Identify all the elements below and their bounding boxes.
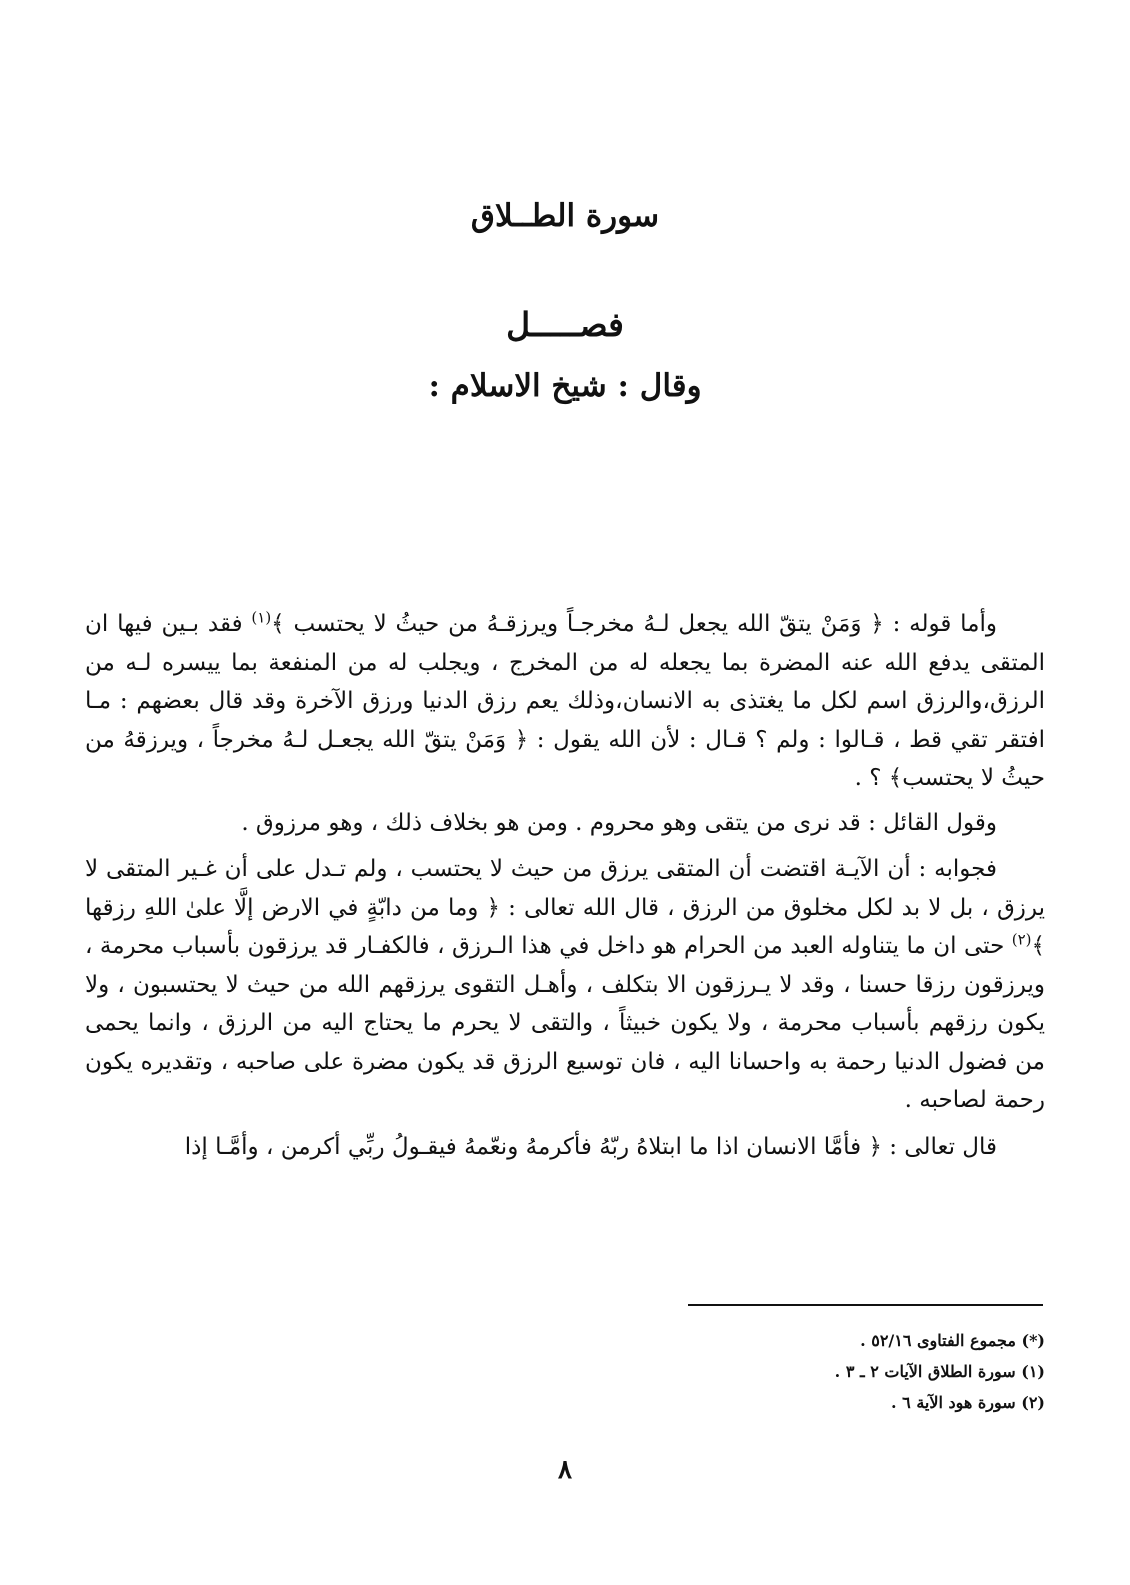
paragraph-3-text-b: حتى ان ما يتناوله العبد من الحرام هو داخل في هذا الـرزق ، فالكفـار قد يرزقون بأسباب محرمة ، ويرزقون رزقا حسنا ، وقد لا يـرزقون الا بتكلف ، وأهـل التقوى يرزقهم الله من حيث لا يحتسبون ، ولا يكون رزقهم بأسباب محرمة ، ولا يكون خبيثاً ، والتقى لا يحرم ما يحتاج اليه من الرزق ، وانما يحمى من فضول الدنيا رحمة به واحسانا اليه ، فان توسيع الرزق قد يكون مضرة على صاحبه ، وتقديره يكون رحمة لصاحبه . (85, 933, 1045, 1113)
paragraph-1 (85, 605, 1045, 798)
footnote-separator (688, 1304, 1043, 1306)
footnote-marker-1: (١) (251, 608, 272, 627)
footnotes (445, 1325, 1045, 1418)
paragraph-1-text-b: فقد بـين فيها ان المتقى يدفع الله عنه المضرة بما يجعله له من المخرج ، ويجلب له من المنفعة بما ييسره لـه من الرزق،والرزق اسم لكل ما يغتذى به الانسان،وذلك يعم رزق الدنيا ورزق الآخرة وقد قال بعضهم : مـا افتقر تقي قط ، قـالوا : ولم ؟ قـال : لأن الله يقول : ﴿ وَمَنْ يتقّ الله يجعـل لـهُ مخرجاً ، ويرزقهُ من حيثُ لا يحتسب﴾ ؟ . (85, 611, 1045, 791)
body-text (85, 605, 1045, 1174)
paragraph-4: قال تعالى : ﴿ فأمَّا الانسان اذا ما ابتلاهُ ربّهُ فأكرمهُ ونعّمهُ فيقـولُ ربِّي أكرمن ، وأمَّـا إذا (184, 1133, 997, 1160)
paragraph-3 (85, 850, 1045, 1120)
footnote-marker-2: (٢) (1011, 930, 1032, 949)
paragraph-2: وقول القائل : قد نرى من يتقى وهو محروم . ومن هو بخلاف ذلك ، وهو مرزوق . (241, 809, 997, 836)
speaker-line: وقال : شيخ الاسلام : (428, 368, 702, 404)
footnote-1: (١) سورة الطلاق الآيات ٢ ـ ٣ . (834, 1362, 1045, 1381)
section-title: فصـــــل (506, 305, 624, 344)
page-number: ٨ (558, 1455, 572, 1485)
footnote-2: (٢) سورة هود الآية ٦ . (891, 1393, 1045, 1412)
paragraph-1-text-a: وأما قوله : ﴿ وَمَنْ يتقّ الله يجعل لـهُ مخرجـاً ويرزقـهُ من حيثُ لا يحتسب ﴾ (271, 611, 997, 637)
paragraph-3-text-a: فجوابه : أن الآيـة اقتضت أن المتقى يرزق من حيث لا يحتسب ، ولم تـدل على أن غـير المتقى لا يرزق ، بل لا بد لكل مخلوق من الرزق ، قال الله تعالى : ﴿ وما من دابّةٍ في الارض إلَّا علىٰ اللهِ رزقها ﴾ (85, 856, 1045, 959)
footnote-star: (*) مجموع الفتاوى ٥٢/١٦ . (860, 1331, 1045, 1350)
surah-title: سورة الطــلاق (470, 198, 660, 234)
